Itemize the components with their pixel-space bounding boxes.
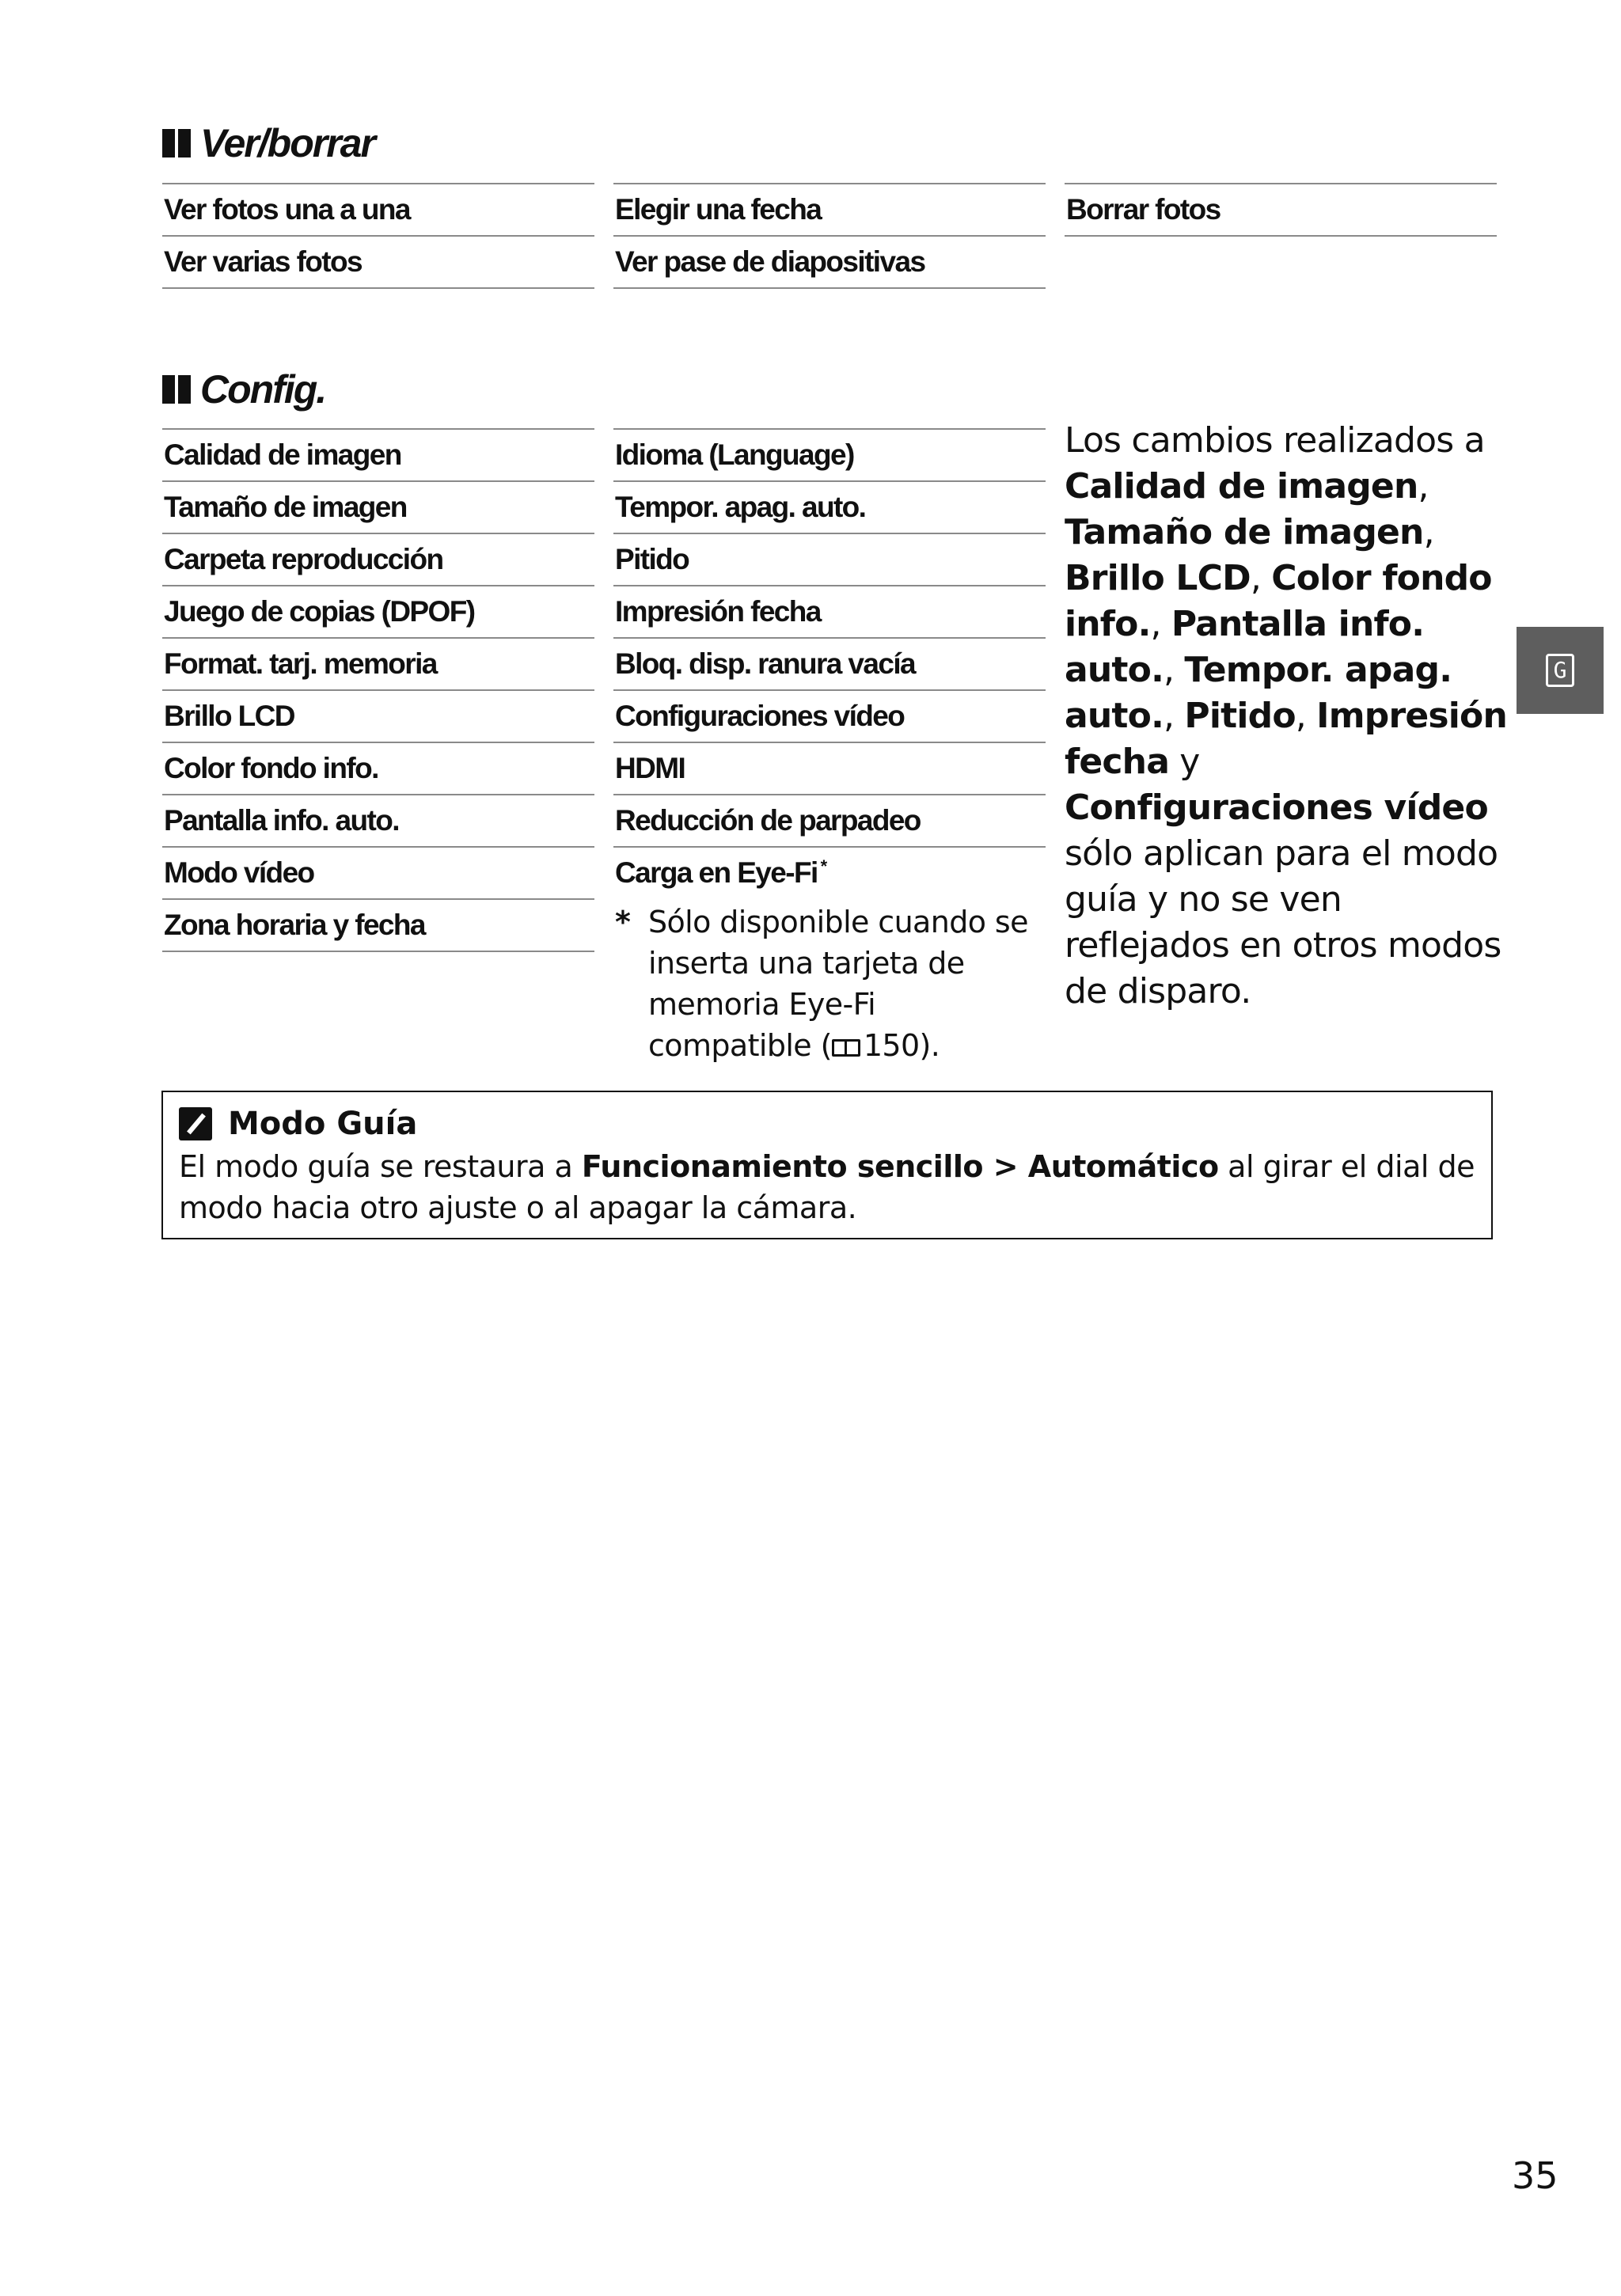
ver-borrar-column-1 xyxy=(162,183,594,289)
section-marker-icon xyxy=(162,129,191,157)
section-title-config xyxy=(162,366,325,413)
guide-note-bold: Funcionamiento sencillo > Automático xyxy=(581,1149,1219,1184)
config-note: Los cambios realizados a Calidad de imagen, Tamaño de imagen, Brillo LCD, Color fondo info., Pantalla info. auto., Tempor. apag. auto., Pitido, Impresión fecha y Configuraciones vídeo sólo aplican para el modo guía y no se ven reflejados en otros modos de disparo. xyxy=(1065,420,1508,1011)
footnote-text: Sólo disponible cuando se inserta una tarjeta de memoria Eye-Fi compatible xyxy=(648,905,1028,1063)
menu-item: Ver varias fotos xyxy=(162,235,594,289)
note-item: Calidad de imagen xyxy=(1065,466,1418,507)
pencil-icon xyxy=(179,1107,212,1140)
menu-item: Pantalla info. auto. xyxy=(162,794,594,846)
guide-mode-note xyxy=(161,1091,1493,1239)
chapter-tab-letter: G xyxy=(1546,654,1574,687)
section-marker-icon xyxy=(162,375,191,404)
menu-item: Zona horaria y fecha xyxy=(162,898,594,952)
menu-item: Modo vídeo xyxy=(162,846,594,898)
menu-item: Idioma (Language) xyxy=(613,428,1046,480)
ver-borrar-column-2 xyxy=(613,183,1046,289)
menu-item: Format. tarj. memoria xyxy=(162,637,594,689)
note-item: Pitido xyxy=(1184,696,1296,736)
menu-item-eye-fi xyxy=(613,846,1046,898)
menu-item: Impresión fecha xyxy=(613,585,1046,637)
menu-item: Tempor. apag. auto. xyxy=(613,480,1046,533)
book-icon xyxy=(832,1039,860,1057)
guide-note-title: Modo Guía xyxy=(228,1106,418,1142)
chapter-tab xyxy=(1517,627,1604,714)
menu-item: Brillo LCD xyxy=(162,689,594,742)
config-column-1 xyxy=(162,428,594,952)
footnote-marker: * xyxy=(820,856,826,876)
note-item: Tamaño de imagen xyxy=(1065,512,1424,552)
menu-item: Pitido xyxy=(613,533,1046,585)
menu-item: Borrar fotos xyxy=(1065,183,1497,237)
menu-item: HDMI xyxy=(613,742,1046,794)
page-reference-number: 150 xyxy=(863,1028,920,1063)
menu-item: Carpeta reproducción xyxy=(162,533,594,585)
menu-item: Configuraciones vídeo xyxy=(613,689,1046,742)
note-item: Tempor. apag. auto. xyxy=(1065,650,1452,736)
note-item: Impresión fecha xyxy=(1065,696,1508,782)
ver-borrar-column-3 xyxy=(1065,183,1497,237)
menu-item-label: Carga en Eye-Fi xyxy=(615,856,818,889)
note-item: Brillo LCD xyxy=(1065,558,1251,598)
eye-fi-footnote xyxy=(613,901,1046,1066)
section-title-text: Config. xyxy=(200,367,326,412)
menu-item: Ver pase de diapositivas xyxy=(613,235,1046,289)
note-outro: sólo aplican para el modo guía y no se ven reflejados en otros modos de disparo. xyxy=(1065,833,1501,1011)
guide-note-header xyxy=(179,1103,1475,1144)
menu-item: Calidad de imagen xyxy=(162,428,594,480)
page-reference: ( 150). xyxy=(820,1028,940,1063)
menu-item: Reducción de parpadeo xyxy=(613,794,1046,846)
menu-item: Bloq. disp. ranura vacía xyxy=(613,637,1046,689)
section-title-ver-borrar xyxy=(162,120,374,167)
page-number: 35 xyxy=(1512,2154,1558,2197)
note-intro: Los cambios realizados a xyxy=(1065,420,1485,461)
menu-item: Juego de copias (DPOF) xyxy=(162,585,594,637)
section-title-text: Ver/borrar xyxy=(200,121,374,165)
menu-item: Elegir una fecha xyxy=(613,183,1046,235)
note-item: Pantalla info. auto. xyxy=(1065,604,1425,690)
note-item: Color fondo info. xyxy=(1065,558,1492,644)
menu-item: Tamaño de imagen xyxy=(162,480,594,533)
footnote-star: * xyxy=(615,905,631,939)
config-column-2 xyxy=(613,428,1046,1066)
menu-item: Color fondo info. xyxy=(162,742,594,794)
note-item: Configuraciones vídeo xyxy=(1065,787,1488,828)
menu-item: Ver fotos una a una xyxy=(162,183,594,235)
guide-note-body: El modo guía se restaura a Funcionamiento sencillo > Automático al girar el dial de modo hacia otro ajuste o al apagar la cámara. xyxy=(179,1149,1475,1225)
